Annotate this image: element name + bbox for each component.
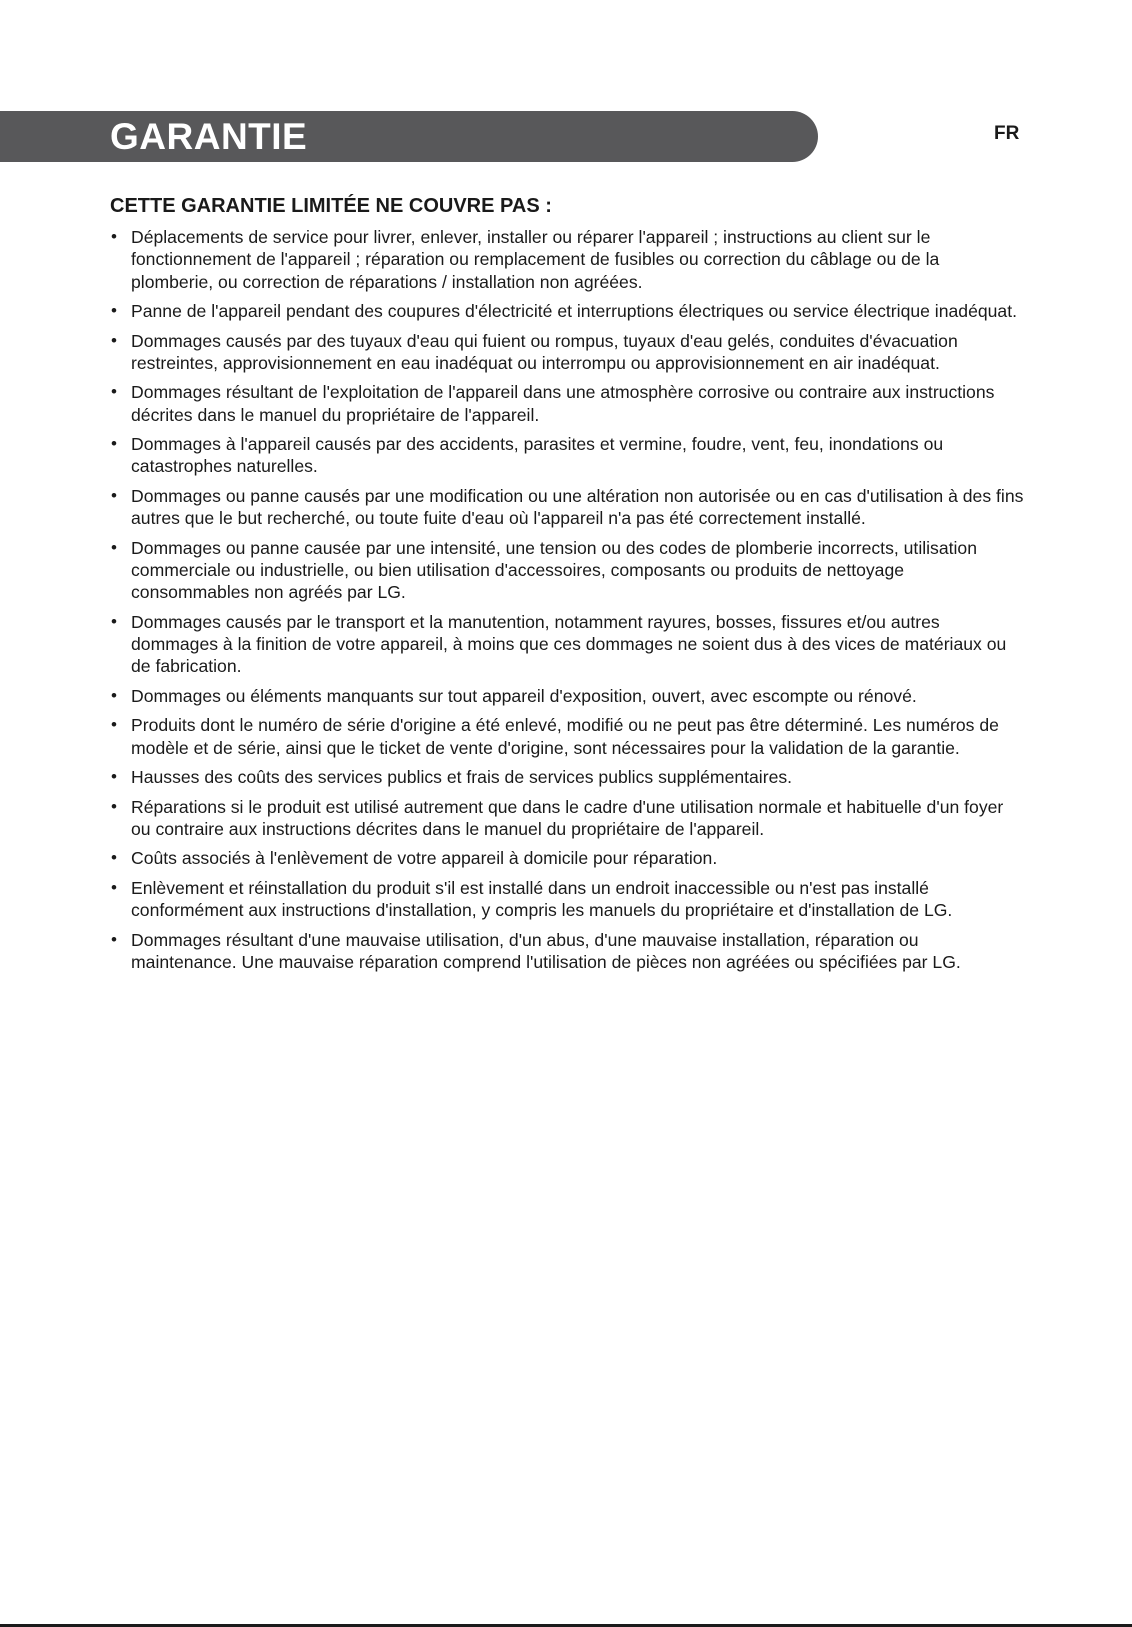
bullet-icon: • (111, 877, 117, 897)
list-item (110, 796, 1025, 841)
list-item-text: Enlèvement et réinstallation du produit s'il est installé dans un endroit inaccessible ou n'est pas installé conformément aux instructions d'installation, y compris les manuels du propriétaire et d'installation de LG. (131, 877, 953, 921)
bullet-icon: • (111, 929, 117, 949)
list-item (110, 766, 1025, 788)
list-item (110, 611, 1025, 678)
list-item (110, 300, 1025, 322)
bullet-icon: • (111, 685, 117, 705)
bullet-icon: • (111, 434, 117, 454)
list-item (110, 381, 1025, 426)
list-item-text: Dommages résultant d'une mauvaise utilisation, d'un abus, d'une mauvaise installation, réparation ou maintenance. Une mauvaise réparation comprend l'utilisation de pièces non agréées ou spécifiées par LG. (131, 929, 961, 972)
list-item (110, 485, 1025, 530)
language-code: FR (994, 123, 1020, 144)
list-item-text: Coûts associés à l'enlèvement de votre appareil à domicile pour réparation. (131, 848, 718, 869)
page-title: GARANTIE (110, 116, 308, 157)
list-item-text: Dommages ou éléments manquants sur tout appareil d'exposition, ouvert, avec escompte ou rénové. (131, 685, 917, 706)
exclusion-list (110, 226, 1025, 980)
list-item-text: Dommages causés par le transport et la manutention, notamment rayures, bosses, fissures et/ou autres dommages à la finition de votre appareil, à moins que ces dommages ne soient dus à des vices de matériaux ou de fabrication. (131, 611, 1007, 677)
bullet-icon: • (111, 767, 117, 787)
list-item (110, 685, 1025, 707)
bullet-icon: • (111, 330, 117, 350)
list-item-text: Dommages causés par des tuyaux d'eau qui fuient ou rompus, tuyaux d'eau gelés, conduites d'évacuation restreintes, approvisionnement en eau inadéquat ou interrompu ou approvisionnement en air inadéquat. (131, 330, 958, 373)
section-heading: CETTE GARANTIE LIMITÉE NE COUVRE PAS : (110, 195, 552, 217)
bullet-icon: • (111, 848, 117, 868)
list-item-text: Produits dont le numéro de série d'origine a été enlevé, modifié ou ne peut pas être déterminé. Les numéros de modèle et de série, ainsi que le ticket de vente d'origine, sont nécessaires pour la validation de la garantie. (131, 715, 999, 758)
list-item (110, 714, 1025, 759)
list-item-text: Dommages à l'appareil causés par des accidents, parasites et vermine, foudre, vent, feu, inondations ou catastrophes naturelles. (131, 434, 944, 477)
list-item (110, 929, 1025, 974)
list-item-text: Panne de l'appareil pendant des coupures d'électricité et interruptions électriques ou service électrique inadéquat. (131, 301, 1017, 322)
bullet-icon: • (111, 382, 117, 402)
bullet-icon: • (111, 715, 117, 735)
list-item (110, 847, 1025, 869)
bullet-icon: • (111, 796, 117, 816)
bullet-icon: • (111, 227, 117, 246)
list-item-text: Hausses des coûts des services publics et frais de services publics supplémentaires. (131, 767, 793, 788)
list-item-text: Dommages ou panne causés par une modification ou une altération non autorisée ou en cas d'utilisation à des fins autres que le but recherché, ou toute fuite d'eau où l'appareil n'a pas été correctement installé. (131, 485, 1024, 529)
list-item (110, 433, 1025, 478)
bullet-icon: • (111, 537, 117, 557)
list-item (110, 226, 1025, 293)
title-banner (0, 111, 818, 162)
list-item-text: Dommages ou panne causée par une intensité, une tension ou des codes de plomberie incorrects, utilisation commerciale ou industrielle, ou bien utilisation d'accessoires, composants ou produits de nettoyage consommables non agréés par LG. (131, 537, 977, 603)
list-item (110, 330, 1025, 375)
list-item (110, 537, 1025, 604)
list-item-text: Dommages résultant de l'exploitation de l'appareil dans une atmosphère corrosive ou contraire aux instructions décrites dans le manuel du propriétaire de l'appareil. (131, 382, 995, 425)
list-item-text: Déplacements de service pour livrer, enlever, installer ou réparer l'appareil ; instructions au client sur le fonctionnement de l'appareil ; réparation ou remplacement de fusibles ou correction du câblage ou de la plomberie, ou correction de réparations / installation non agréées. (131, 227, 940, 292)
list-item-text: Réparations si le produit est utilisé autrement que dans le cadre d'une utilisation normale et habituelle d'un foyer ou contraire aux instructions décrites dans le manuel du propriétaire de l'appareil. (131, 796, 1004, 839)
list-item (110, 877, 1025, 922)
bullet-icon: • (111, 611, 117, 631)
bullet-icon: • (111, 485, 117, 505)
bullet-icon: • (111, 301, 117, 321)
